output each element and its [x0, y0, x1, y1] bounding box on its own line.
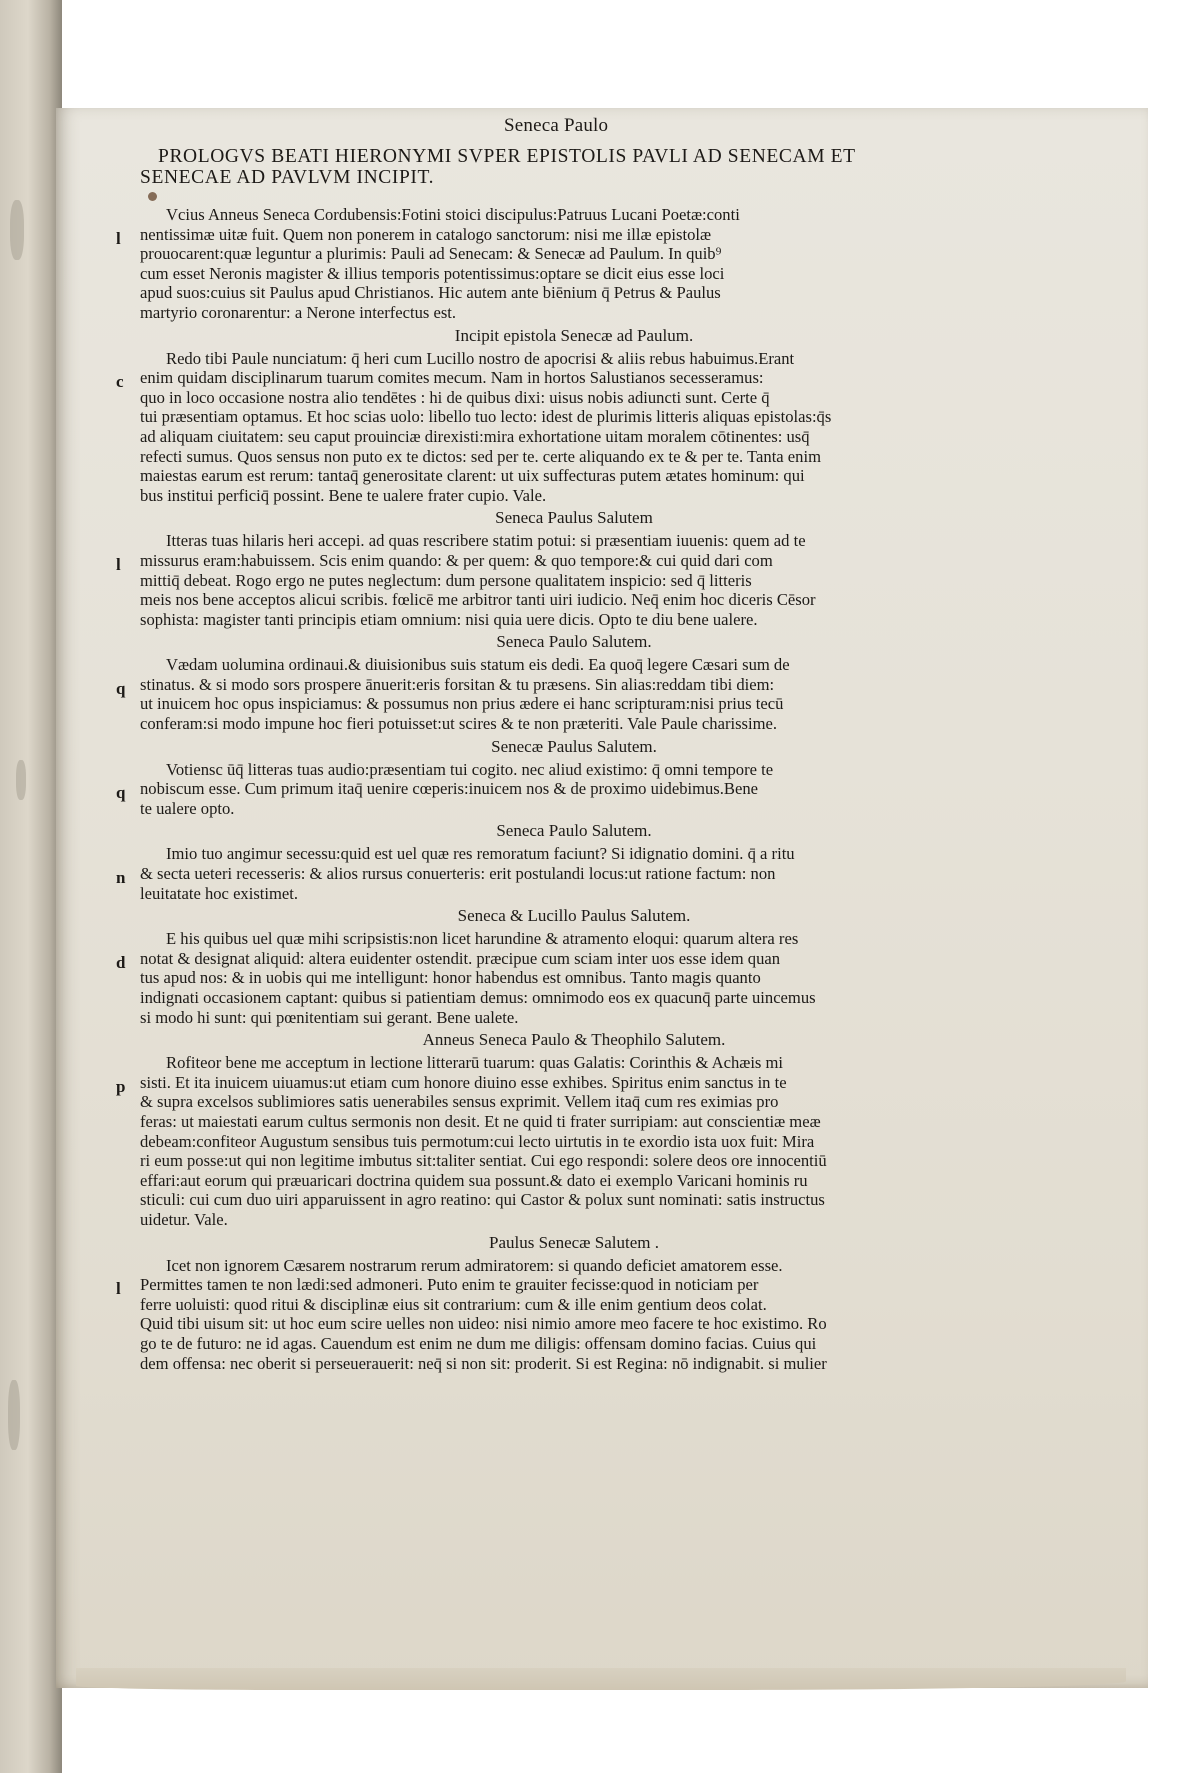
epistle-heading: Seneca & Lucillo Paulus Salutem.: [457, 906, 691, 926]
guide-letter: l: [116, 228, 121, 248]
text-line: notat & designat aliquid: altera euidenter ostendit. præcipue cum sciam inter uos esse idem quan: [140, 948, 781, 968]
epistle-heading: Seneca Paulus Salutem: [495, 508, 653, 528]
text-line: leuitatate hoc existimet.: [140, 883, 299, 903]
epistle-section: [116, 736, 1008, 819]
epistle-section: [116, 631, 1008, 734]
epistle-text: [140, 760, 1008, 819]
stain: [10, 200, 24, 260]
guide-letter: c: [116, 372, 124, 392]
guide-letter: n: [116, 868, 126, 888]
epistle-section: [116, 820, 1008, 903]
text-line: Itteras tuas hilaris heri accepi. ad quas rescribere statim potui: si præsentiam iuuenis: quem ad te: [166, 531, 806, 551]
text-line: meis nos bene acceptos alicui scribis. fœlicē me arbitror tanti uiri iudicio. Neq̄ enim hoc diceris Cēsor: [140, 590, 816, 610]
text-line: ri eum posse:ut qui non legitime imbutus sit:taliter sentiat. Cui ego respondi: solere deos ore innocentiū: [140, 1151, 827, 1171]
text-line: debeam:confiteor Augustum sensibus tuis permotum:cui lecto uirtutis in te exordio ista uox fuit: Mira: [140, 1131, 815, 1151]
text-line: E his quibus uel quæ mihi scripsistis:non licet harundine & atramento eloqui: quarum altera res: [166, 929, 799, 949]
epistle-section: [116, 1029, 1008, 1229]
prologue-title: [140, 146, 988, 188]
epistle-heading: Paulus Senecæ Salutem .: [489, 1232, 659, 1252]
text-line: go te de futuro: ne id agas. Cauendum est enim ne dum me diligis: offensam domino facias. Cuius qui: [140, 1333, 817, 1353]
text-line: Permittes tamen te non lædi:sed admoneri. Puto enim te grauiter fecisse:quod in noticiam per: [140, 1275, 759, 1295]
text-line: si modo hi sunt: qui pœnitentiam sui gerant. Bene ualete.: [140, 1007, 519, 1027]
guide-letter: q: [116, 783, 126, 803]
epistle-section: [116, 507, 1008, 629]
text-line: enim quidam disciplinarum tuarum comites mecum. Nam in hortos Salustianos secesseramus:: [140, 368, 764, 388]
stain: [16, 760, 26, 800]
epistle-heading: Incipit epistola Senecæ ad Paulum.: [454, 325, 694, 345]
text-line: indignati occasionem captant: quibus si patientiam demus: omnimodo eos ex quacunq̄ parte uincemus: [140, 988, 816, 1007]
text-line: quo in loco occasione nostra alio tendētes : hi de quibus dixi: uisus nobis adiuncti sunt. Certe q̄: [140, 387, 770, 407]
text-line: prouocarent:quæ leguntur a plurimis: Pauli ad Senecam: & Senecæ ad Paulum. In quib⁹: [140, 244, 722, 264]
text-line: missurus eram:habuissem. Scis enim quando: & per quem: & quo tempore:& cui quid dari com: [140, 550, 773, 570]
epistle-text: [140, 1053, 1008, 1229]
text-line: Imio tuo angimur secessu:quid est uel quæ res remoratum faciunt? Si idignatio domini. q̄ a ritu: [166, 844, 795, 864]
text-line: ferre uoluisti: quod ritui & disciplinæ eius sit contrarium: cum & ille enim gentium deos colat.: [140, 1294, 767, 1314]
text-line: sophista: magister tanti principis etiam omnium: nisi quia uere dicis. Opto te diu bene ualere.: [140, 609, 758, 629]
text-line: Votiensc ūq̄ litteras tuas audio:præsentiam tui cogito. nec aliud existimo: q̄ omni tempore te: [166, 759, 774, 779]
text-line: Icet non ignorem Cæsarem nostrarum rerum admiratorem: si quando deficiet amatorem esse.: [166, 1255, 783, 1275]
text-line: stinatus. & si modo sors prospere ānuerit:eris forsitan & tu præsens. Sin alias:reddam tibi diem:: [140, 674, 775, 694]
guide-letter: p: [116, 1076, 126, 1096]
text-line: Vcius Anneus Seneca Cordubensis:Fotini stoici discipulus:Patruus Lucani Poetæ:conti: [166, 205, 740, 224]
epistle-section: [116, 1232, 1008, 1374]
epistle-text: [140, 349, 1008, 506]
text-line: refecti sumus. Quos sensus non puto ex te dictos: sed per te. certe aliquando ex te & per te. Tanta enim: [140, 446, 821, 466]
text-line: te ualere opto.: [140, 798, 235, 818]
text-line: Quid tibi uisum sit: ut hoc eum scire uelles non uideo: nisi nimio amore meo facere te hoc existimo. Ro: [140, 1314, 827, 1334]
text-line: sisti. Et ita inuicem uiuamus:ut etiam cum honore diuino esse exhibes. Spiritus enim sanctus in te: [140, 1072, 787, 1092]
text-line: nentissimæ uitæ fuit. Quem non ponerem in catalogo sanctorum: nisi me illæ epistolæ: [140, 224, 712, 244]
text-line: Vædam uolumina ordinaui.& diuisionibus suis statum eis dedi. Ea quoq̄ legere Cæsari sum de: [166, 655, 790, 675]
epistle-heading: Senecæ Paulus Salutem.: [491, 736, 657, 756]
epistle-text: [140, 205, 1008, 323]
text-line: uidetur. Vale.: [140, 1209, 228, 1229]
text-line: sticuli: cui cum duo uiri apparuissent in agro reatino: qui Castor & polux sunt nominati: satis instructus: [140, 1190, 825, 1210]
epistle-section: [116, 205, 1008, 323]
text-line: Rofiteor bene me acceptum in lectione litterarū tuarum: quas Galatis: Corinthis & Achæis mi: [166, 1053, 784, 1073]
guide-letter: d: [116, 952, 126, 972]
running-head: Seneca Paulo: [504, 115, 609, 136]
epistle-heading: Anneus Seneca Paulo & Theophilo Salutem.: [422, 1030, 726, 1050]
text-line: bus institui perficiq̄ possint. Bene te ualere frater cupio. Vale.: [140, 485, 547, 505]
epistle-heading: Seneca Paulo Salutem.: [496, 632, 652, 652]
text-line: Redo tibi Paule nunciatum: q̄ heri cum Lucillo nostro de apocrisi & aliis rebus habuimus.Erant: [166, 348, 795, 368]
text-line: nobiscum esse. Cum primum itaq̄ uenire cœperis:inuicem nos & de proximo uidebimus.Bene: [140, 779, 759, 799]
leaf-bottom-edge: [76, 1668, 1126, 1690]
text-line: tui præsentiam optamus. Et hoc scias uolo: libello tuo lecto: idest de plurimis litteris aliquas epistolas:q̄s: [140, 407, 832, 427]
text-line: effari:aut eorum qui præuaricari doctrina quidem sua possunt.& dato ei exemplo Varicani hominis ru: [140, 1170, 808, 1190]
epistle-text: [140, 844, 1008, 903]
text-line: dem offensa: nec oberit si perseuerauerit: neq̄ si non sit: proderit. Si est Regina: nō indignabit. si mulier: [140, 1353, 827, 1373]
stain: [8, 1380, 20, 1450]
text-line: cum esset Neronis magister & illius temporis potentissimus:optare se dicit eius esse loci: [140, 263, 725, 283]
text-line: ut inuicem hoc opus inspiciamus: & possumus non prius ædere ei hanc scripturam:nisi prius tecū: [140, 694, 784, 714]
text-line: martyrio coronarentur: a Nerone interfectus est.: [140, 302, 457, 322]
epistle-section: [116, 905, 1008, 1027]
guide-letter: l: [116, 1279, 121, 1299]
text-line: maiestas earum est rerum: tantaq̄ generositate clarent: ut uix suffecturas putem ætates hominum: qui: [140, 466, 805, 486]
guide-letter: q: [116, 678, 126, 698]
title-line-2: SENECAE AD PAVLVM INCIPIT.: [140, 167, 435, 188]
guide-letter: l: [116, 554, 121, 574]
text-line: conferam:si modo impune hoc fieri potuisset:ut scires & te non præteriti. Vale Paule charissime.: [140, 714, 778, 734]
text-line: & secta ueteri recesseris: & alios rursus conuerteris: erit postulandi locus:ut ratione factum: non: [140, 864, 776, 884]
text-body: [116, 205, 1008, 1375]
text-line: apud suos:cuius sit Paulus apud Christianos. Hic autem ante biēnium q̄ Petrus & Paulus: [140, 283, 721, 303]
text-line: & supra excelsos sublimiores satis uenerabiles sensus exprimit. Vellem itaq̄ cum res eximias pro: [140, 1092, 779, 1112]
epistle-section: [116, 325, 1008, 506]
title-line-1: PROLOGVS BEATI HIERONYMI SVPER EPISTOLIS PAVLI AD SENECAM ET: [158, 146, 856, 167]
epistle-text: [140, 1256, 1008, 1374]
text-line: feras: ut maiestati earum cultus sermonis non desit. Et ne quid ti frater surripiam: aut conscientiæ meæ: [140, 1111, 821, 1131]
epistle-text: [140, 655, 1008, 733]
epistle-heading: Seneca Paulo Salutem.: [496, 821, 652, 841]
facing-page-gutter: [0, 0, 62, 1773]
ink-blot: [148, 192, 157, 201]
text-line: mittiq̄ debeat. Rogo ergo ne putes neglectum: dum persone qualitatem inspicio: sed q̄ litteris: [140, 570, 752, 590]
epistle-text: [140, 929, 1008, 1027]
text-line: ad aliquam ciuitatem: seu caput prouinciæ direxisti:mira exhortatione uitam moralem cōtinentes: usq̄: [140, 426, 810, 446]
epistle-text: [140, 531, 1008, 629]
text-line: tus apud nos: & in uobis qui me intelligunt: honor habendus est omnibus. Tanto magis quanto: [140, 968, 761, 988]
